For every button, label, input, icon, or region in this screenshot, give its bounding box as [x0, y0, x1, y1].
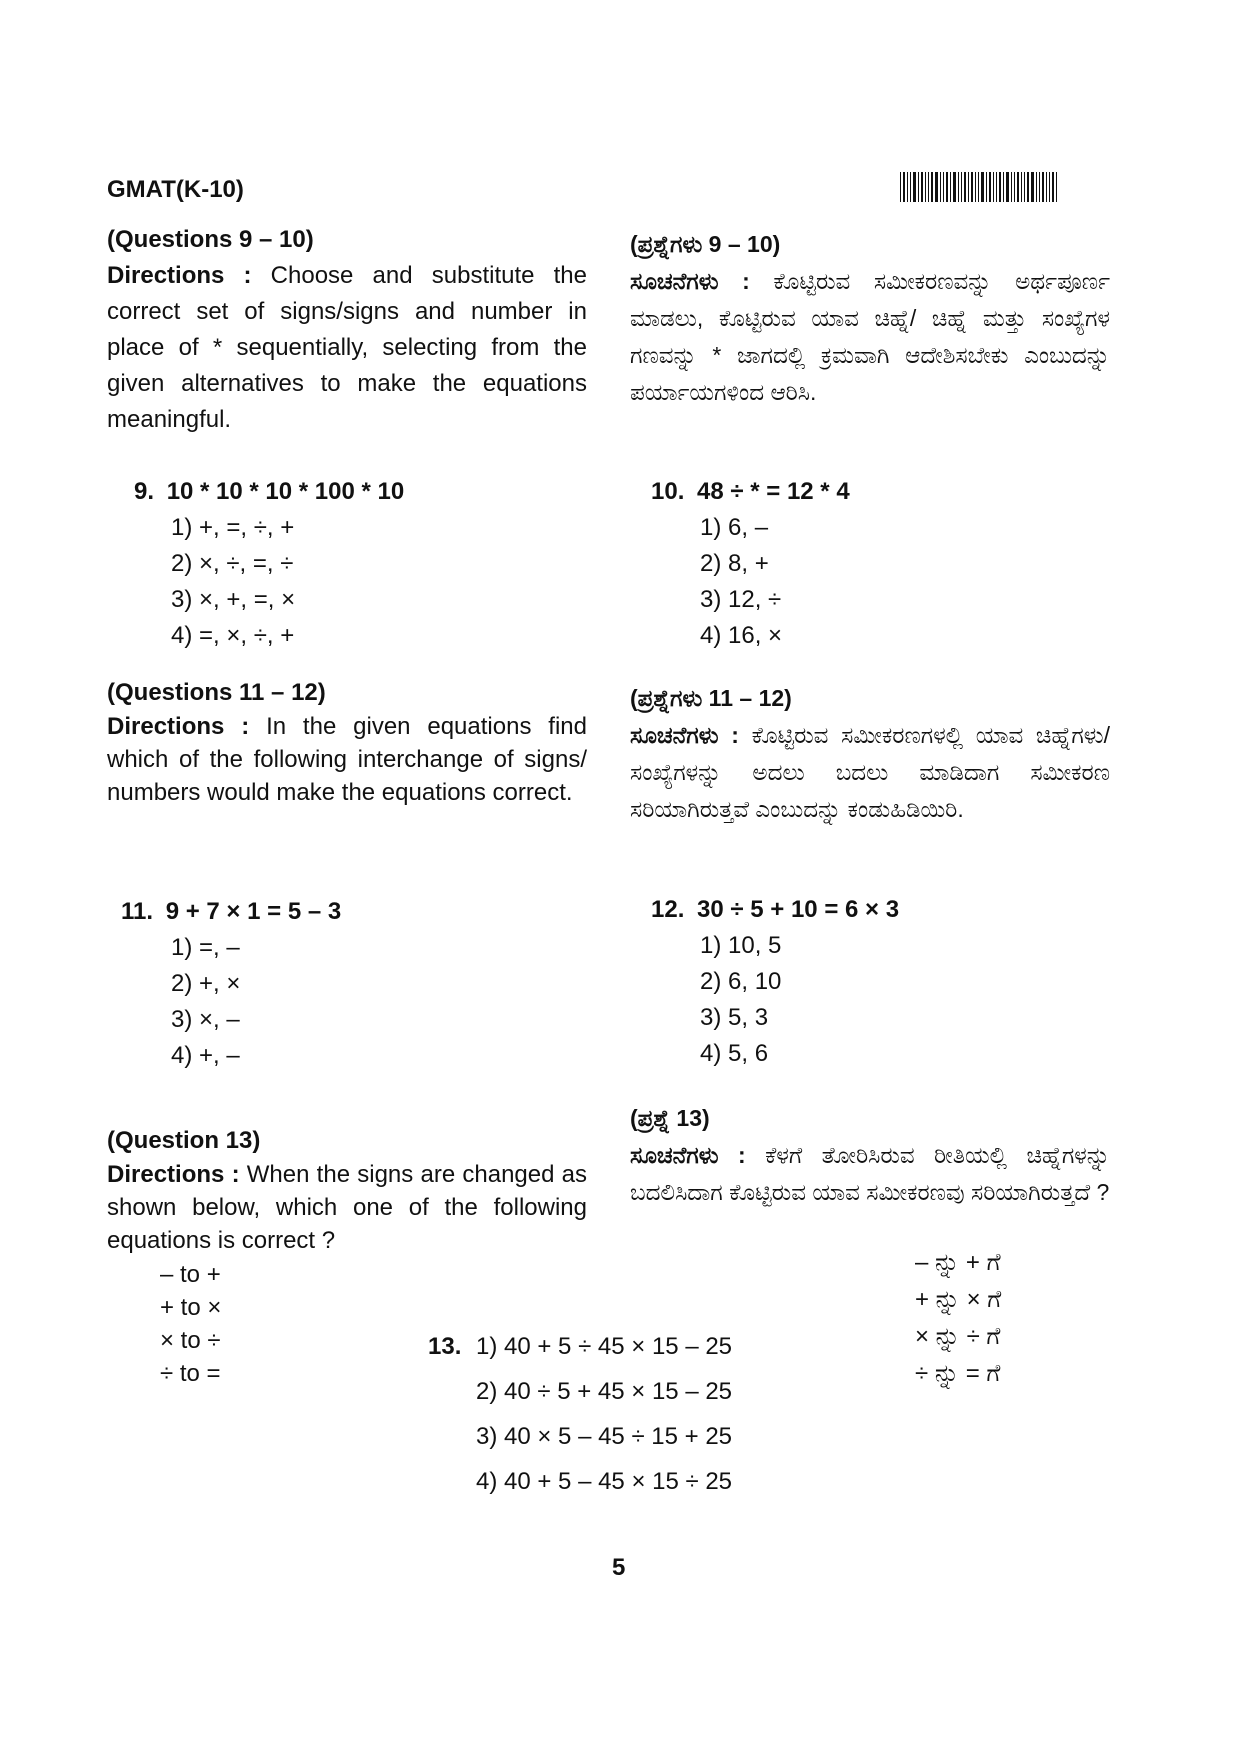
barcode-bar — [993, 172, 994, 202]
barcode-bar — [975, 172, 976, 202]
question-number: 9. — [134, 478, 155, 505]
barcode-bar — [964, 172, 966, 202]
barcode-bar — [935, 172, 938, 202]
barcode-bar — [978, 172, 979, 202]
option-2: 2) 40 ÷ 5 + 45 × 15 – 25 — [476, 1378, 733, 1405]
barcode-bar — [1017, 172, 1019, 202]
section-1-directions — [107, 258, 587, 438]
option-1: 1) +, =, ÷, + — [171, 514, 295, 541]
barcode-bar — [903, 172, 905, 202]
barcode-bar — [1039, 172, 1040, 202]
option-4: 4) =, ×, ÷, + — [171, 622, 295, 649]
barcode-bar — [1046, 172, 1047, 202]
section-3-directions-kn — [630, 1137, 1110, 1211]
question-text: 48 ÷ * = 12 * 4 — [697, 478, 850, 505]
question-12 — [651, 892, 899, 1072]
barcode-bar — [1036, 172, 1037, 202]
sign-change-item: × to ÷ — [160, 1327, 221, 1354]
barcode-bar — [989, 172, 991, 202]
option-2: 2) 8, + — [700, 550, 769, 577]
barcode-bar — [1056, 172, 1057, 202]
barcode-bar — [943, 172, 944, 202]
question-number: 12. — [651, 896, 685, 923]
sign-change-list — [160, 1258, 221, 1390]
barcode-bar — [971, 172, 973, 202]
option-3: 3) ×, – — [171, 1006, 240, 1033]
question-11 — [121, 894, 341, 1074]
question-text: 10 * 10 * 10 * 100 * 10 — [166, 478, 405, 505]
question-number: 13. — [428, 1333, 462, 1360]
option-4: 4) 16, × — [700, 622, 783, 649]
section-1-english — [107, 222, 587, 438]
directions-label: Directions : — [107, 262, 252, 289]
option-1: 1) 40 + 5 ÷ 45 × 15 – 25 — [476, 1333, 733, 1360]
directions-label-kn: ಸೂಚನೆಗಳು : — [630, 1142, 746, 1168]
barcode-bar — [940, 172, 941, 202]
barcode-bar — [968, 172, 969, 202]
option-3: 3) ×, +, =, × — [171, 586, 296, 613]
directions-label-kn: ಸೂಚನೆಗಳು : — [630, 268, 750, 294]
question-number: 11. — [121, 898, 154, 925]
question-text: 9 + 7 × 1 = 5 – 3 — [165, 898, 342, 925]
section-3-title-kn: (ಪ್ರಶ್ನೆ 13) — [630, 1105, 710, 1131]
option-3: 3) 40 × 5 – 45 ÷ 15 + 25 — [476, 1423, 733, 1450]
directions-label-kn: ಸೂಚನೆಗಳು : — [630, 722, 739, 748]
question-13 — [428, 1324, 732, 1504]
option-4: 4) 5, 6 — [700, 1040, 769, 1067]
section-3-title: (Question 13) — [107, 1127, 261, 1154]
section-3-directions — [107, 1158, 587, 1257]
option-3: 3) 5, 3 — [700, 1004, 769, 1031]
option-1: 1) 6, – — [700, 514, 769, 541]
barcode-bar — [953, 172, 956, 202]
barcode-bar — [925, 172, 926, 202]
barcode-bar — [907, 172, 908, 202]
option-4: 4) +, – — [171, 1042, 240, 1069]
barcode-bar — [1049, 172, 1050, 202]
sign-change-item-kn: × ನ್ನು ÷ ಗೆ — [915, 1323, 1001, 1350]
sign-change-item-kn: + ನ್ನು × ಗೆ — [915, 1286, 1002, 1313]
option-2: 2) +, × — [171, 970, 241, 997]
barcode-bar — [1011, 172, 1012, 202]
option-2: 2) ×, ÷, =, ÷ — [171, 550, 294, 577]
directions-text: Choose and substitute the correct set of signs/signs and number in place of * sequentially, selecting from the given alternatives to make the equations meaningful. — [107, 262, 587, 433]
barcode-image — [900, 172, 1059, 202]
section-1-directions-kn — [630, 263, 1110, 411]
question-9 — [134, 474, 404, 654]
directions-text: When the signs are changed as shown below, which one of the following equations is correct ? — [107, 1161, 588, 1254]
section-2-directions — [107, 710, 587, 809]
option-4: 4) 40 + 5 – 45 × 15 ÷ 25 — [476, 1468, 733, 1495]
option-1: 1) 10, 5 — [700, 932, 782, 959]
barcode-bar — [946, 172, 948, 202]
section-3-kannada — [630, 1100, 1110, 1211]
option-2: 2) 6, 10 — [700, 968, 782, 995]
barcode-bar — [1014, 172, 1015, 202]
directions-text-kn: ಕೊಟ್ಟಿರುವ ಸಮೀಕರಣವನ್ನು ಅರ್ಥಪೂರ್ಣ ಮಾಡಲು, ಕೊಟ್ಟಿರುವ ಯಾವ ಚಿಹ್ನೆ/ ಚಿಹ್ನೆ ಮತ್ತು ಸಂಖ್ಯೆಗಳ ಗಣವನ್ನು * ಜಾಗದಲ್ಲಿ ಕ್ರಮವಾಗಿ ಆದೇಶಿಸಬೇಕು ಎಂಬುದನ್ನು ಪರ್ಯಾಯಗಳಿಂದ ಆರಿಸಿ. — [630, 268, 1110, 405]
sign-change-item-kn: – ನ್ನು + ಗೆ — [915, 1249, 1001, 1276]
barcode-bar — [981, 172, 984, 202]
directions-label: Directions : — [107, 1161, 240, 1188]
barcode-bar — [1003, 172, 1004, 202]
barcode-bar — [918, 172, 919, 202]
question-text: 30 ÷ 5 + 10 = 6 × 3 — [697, 896, 900, 923]
barcode-bar — [910, 172, 911, 202]
question-10 — [651, 474, 850, 654]
sign-change-item: ÷ to = — [160, 1360, 221, 1387]
section-1-title-kn: (ಪ್ರಶ್ನೆಗಳು 9 – 10) — [630, 231, 781, 257]
barcode-bar — [986, 172, 987, 202]
barcode-bar — [928, 172, 929, 202]
section-1-kannada — [630, 226, 1110, 411]
option-3: 3) 12, ÷ — [700, 586, 782, 613]
barcode-bar — [913, 172, 916, 202]
barcode-bar — [1031, 172, 1034, 202]
barcode-bar — [1052, 172, 1054, 202]
barcode-bar — [996, 172, 997, 202]
barcode-bar — [950, 172, 951, 202]
barcode-bar — [958, 172, 959, 202]
barcode-bar — [1027, 172, 1029, 202]
section-2-kannada — [630, 680, 1110, 828]
exam-code: GMAT(K-10) — [107, 176, 244, 203]
page-number: 5 — [612, 1554, 626, 1581]
barcode-bar — [1021, 172, 1022, 202]
sign-change-list-kn — [915, 1244, 1001, 1392]
question-number: 10. — [651, 478, 685, 505]
barcode-bar — [1042, 172, 1044, 202]
sign-change-item-kn: ÷ ನ್ನು = ಗೆ — [915, 1360, 1001, 1387]
section-2-title: (Questions 11 – 12) — [107, 679, 326, 706]
directions-text-kn: ಕೆಳಗೆ ತೋರಿಸಿರುವ ರೀತಿಯಲ್ಲಿ ಚಿಹ್ನೆಗಳನ್ನು ಬದಲಿಸಿದಾಗ ಕೊಟ್ಟಿರುವ ಯಾವ ಸಮೀಕರಣವು ಸರಿಯಾಗಿರುತ್ತದೆ ? — [630, 1142, 1110, 1205]
barcode-bar — [1006, 172, 1009, 202]
barcode-bar — [900, 172, 901, 202]
directions-label: Directions : — [107, 713, 250, 740]
section-2-title-kn: (ಪ್ರಶ್ನೆಗಳು 11 – 12) — [630, 685, 792, 711]
section-2-english — [107, 676, 587, 809]
directions-text: In the given equations find which of the following interchange of signs/ numbers would make the equations correct. — [107, 713, 587, 806]
barcode-bar — [1024, 172, 1025, 202]
section-1-title: (Questions 9 – 10) — [107, 226, 314, 253]
directions-text-kn: ಕೊಟ್ಟಿರುವ ಸಮೀಕರಣಗಳಲ್ಲಿ ಯಾವ ಚಿಹ್ನೆಗಳು/ಸಂಖ್ಯೆಗಳನ್ನು ಅದಲು ಬದಲು ಮಾಡಿದಾಗ ಸಮೀಕರಣ ಸರಿಯಾಗಿರುತ್ತವೆ ಎಂಬುದನ್ನು ಕಂಡುಹಿಡಿಯಿರಿ. — [630, 722, 1110, 822]
barcode-bar — [931, 172, 933, 202]
section-3-english — [107, 1124, 587, 1257]
sign-change-item: – to + — [160, 1261, 221, 1288]
section-2-directions-kn — [630, 717, 1110, 828]
barcode-bar — [999, 172, 1001, 202]
sign-change-item: + to × — [160, 1294, 222, 1321]
barcode-bar — [921, 172, 923, 202]
option-1: 1) =, – — [171, 934, 240, 961]
barcode-bar — [961, 172, 962, 202]
